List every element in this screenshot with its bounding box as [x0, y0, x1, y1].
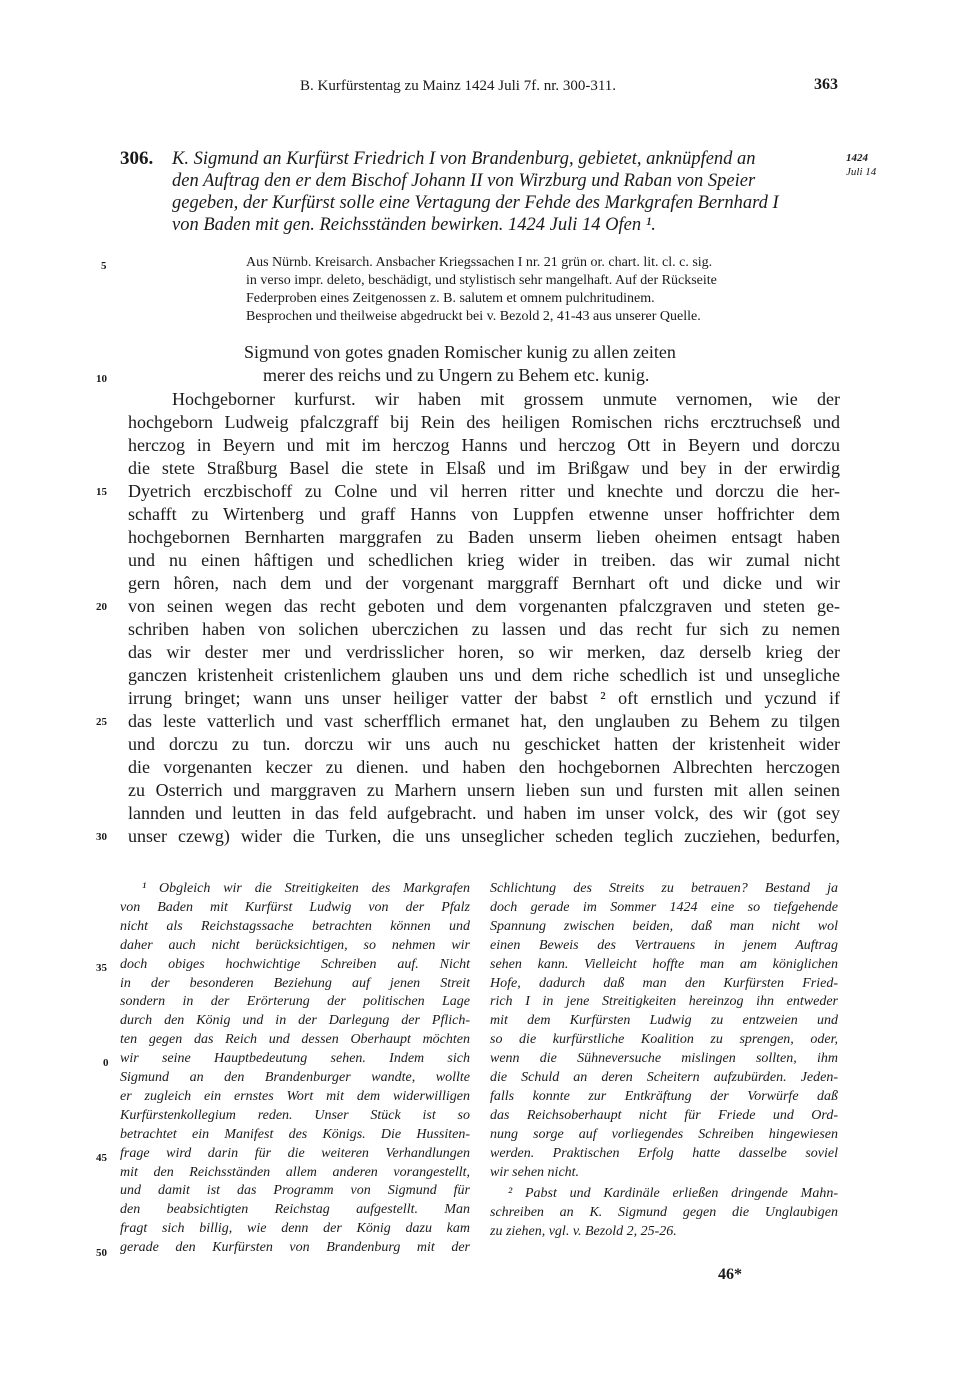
footnote-line: sondern in der Erörterung der politischen Lage [120, 994, 470, 1010]
footnote-line: nicht als Reichstagssache betrachten können und [120, 918, 470, 934]
footnote-line: schreiben an K. Sigmund gegen die Unglaubigen [490, 1205, 838, 1221]
footnote-line: ten gegen das Reich und dessen Oberhaupt möchten [120, 1032, 470, 1048]
footnote-line: frage wird darin für die weiteren Verhandlungen [120, 1145, 470, 1161]
line-number: 35 [96, 962, 107, 974]
source-line: Besprochen und theilweise abgedruckt bei v. Bezold 2, 41-43 aus unserer Quelle. [246, 309, 701, 324]
footnote-line: zu ziehen, vgl. v. Bezold 2, 25-26. [490, 1224, 677, 1240]
footnote-line: betrachtet ein Manifest des Königs. Die Hussiten- [120, 1126, 470, 1142]
line-number: 20 [96, 601, 107, 613]
body-line: hochgeborn Ludweig pfalczgraff bij Rein des heiligen Romischen richs ercztruchseß und [128, 412, 840, 432]
body-line: die vorgenanten keczer zu dienen. und haben den hochgebornen Albrechten herczogen [128, 757, 840, 777]
footnote-line: doch gerade im Sommer 1424 eine so tiefgehende [490, 899, 838, 915]
footnote-line: wir sehen nicht. [490, 1164, 580, 1180]
body-line: unser czewg) wider die Turken, die uns unseglicher scheden teglich zucziehen, bedurfen, [128, 826, 840, 846]
source-line: Federproben eines Zeitgenossen z. B. salutem et omnem pulchritudinem. [246, 291, 655, 306]
body-line: und nu einen hâftigen und schedlichen krieg wider in treiben. das wir zumal nicht [128, 550, 840, 570]
body-line: ganczen kristenheit cristenlichem glauben uns und dem riche schedlich ist und unsegliche [128, 665, 840, 685]
source-line: Aus Nürnb. Kreisarch. Ansbacher Kriegssachen I nr. 21 grün or. chart. lit. cl. c. sig. [246, 255, 713, 270]
running-title: B. Kurfürstentag zu Mainz 1424 Juli 7f. nr. 300-311. [300, 78, 617, 94]
footnote-line: von Baden mit Kurfürst Ludwig von der Pfalz [120, 899, 470, 915]
footnote-line: sehen kann. Vielleicht hoffte man am königlichen [490, 956, 838, 972]
footnote-line: Spannung zwischen beiden, daß man nicht wol [490, 918, 838, 934]
margin-year: 1424 [846, 152, 868, 164]
body-line: und dorczu zu tun. dorczu wir uns auch nu geschicket hatten der kristenheit wider [128, 734, 840, 754]
footnote-line: Hofe, dadurch daß man den Kurfürsten Fried- [490, 975, 838, 991]
body-line: Dyetrich erczbischoff zu Colne und vil herren ritter und knechte und dorczu die her- [128, 481, 840, 501]
footnote-line: fragt sich billig, wie denn der König dazu kam [120, 1221, 470, 1237]
footnote-line: so die kurfürstliche Koalition zu sprengen, oder, [490, 1032, 838, 1048]
line-number: 15 [96, 486, 107, 498]
footnote-line: einen Beweis des Vertrauens in jenem Auftrag [490, 937, 838, 953]
body-line: die stete Straßburg Basel die stete in Elsaß und im Brißgaw und bey in der erwirdig [128, 458, 840, 478]
line-number: 0 [103, 1057, 109, 1069]
footnote-line: das Reichsoberhaupt nicht für Friede und Ord- [490, 1107, 838, 1123]
footnote-line: gerade den Kurfürsten von Brandenburg mit der [120, 1240, 470, 1256]
footnote-line: daher auch nicht berücksichtigen, so nehmen wir [120, 937, 470, 953]
regest-line: von Baden mit gen. Reichsständen bewirken. 1424 Juli 14 Ofen ¹. [172, 215, 656, 235]
document-number: 306. [120, 148, 154, 169]
footnote-line: rich I in jene Streitigkeiten hereinzog ihn entweder [490, 994, 838, 1010]
body-line: gern hôren, nach dem und der vorgenant marggraff Bernhart oft und dicke und wir [128, 573, 840, 593]
source-line: in verso impr. deleto, beschädigt, und stylistisch sehr mangelhaft. Auf der Rückseite [246, 273, 717, 288]
regest-line: K. Sigmund an Kurfürst Friedrich I von Brandenburg, gebietet, anknüpfend an [172, 149, 756, 169]
footnote-line: durch den König und in der Darlegung der Pflich- [120, 1013, 470, 1029]
body-line: hochgebornen Bernharten marggrafen zu Baden unserm lieben oheimen entsagt haben [128, 527, 840, 547]
line-number: 10 [96, 373, 107, 385]
line-number: 25 [96, 716, 107, 728]
margin-date: Juli 14 [846, 166, 877, 178]
body-line: herczog in Beyern und mit im herczog Hanns und herczog Ott in Beyern und dorczu [128, 435, 840, 455]
regest-line: den Auftrag den er dem Bischof Johann II von Wirzburg und Raban von Speier [172, 171, 756, 191]
body-line: schriben haben von solichen uberczichen zu lassen und das recht fur sich zu nemen [128, 619, 840, 639]
footnote-line: wenn die Sühneversuche mislingen sollten, ihm [490, 1051, 838, 1067]
footnote-line: die Schuld an deren Scheitern aufzubürden. Jeden- [490, 1070, 838, 1085]
footnote-line: falls konnte zur Entkräftung der Vorwürfe daß [490, 1088, 838, 1104]
footnote-line: er zugleich ein ernstes Wort mit dem widerwilligen [120, 1088, 470, 1104]
footnote-line: Sigmund an den Brandenburger wandte, wollte [120, 1070, 470, 1085]
body-line: schafft zu Wirtenberg und graff Hanns von Luppfen etwenne unser hoffrichter dem [128, 504, 840, 524]
line-number: 50 [96, 1247, 107, 1259]
footnote-line: den beabsichtigten Reichstag aufgestellt. Man [120, 1202, 470, 1218]
footnote-line: Kurfürstenkollegium reden. Unser Stück ist so [120, 1107, 470, 1123]
footnote-line: ¹ Obgleich wir die Streitigkeiten des Markgrafen [142, 881, 470, 896]
footnote-line: nung sorge auf vorliegendes Schreiben hingewiesen [490, 1126, 838, 1142]
line-number: 30 [96, 831, 107, 843]
signature-mark: 46* [718, 1266, 742, 1283]
footnote-line: wir seine Hauptbedeutung sehen. Indem sich [120, 1051, 470, 1067]
body-line: Hochgeborner kurfurst. wir haben mit grossem unmute vernomen, wie der [172, 389, 840, 409]
body-line: von seinen wegen das recht geboten und dem vorgenanten pfalczgraven und steten ge- [128, 596, 840, 616]
line-number: 45 [96, 1152, 107, 1164]
body-line: das wir dester mer und verdrisslicher horen, so wir merken, daz derselb krieg der [128, 642, 840, 662]
footnote-line: Schlichtung des Streits zu betrauen? Bestand ja [490, 881, 838, 896]
body-line: das leste vatterlich und vast scherfflich ermanet hat, den unglauben zu Behem zu tilgen [128, 711, 840, 731]
footnote-line: mit dem Kurfürsten Ludwig zu entzweien und [490, 1013, 838, 1029]
body-line: lannden und leutten in das feld aufgebracht. und haben im unser volck, des wir (got sey [128, 803, 840, 823]
footnote-line: werden. Praktischen Erfolg hatte dasselbe soviel [490, 1145, 838, 1161]
footnote-line: doch obiges hochwichtige Schreiben auf. Nicht [120, 956, 470, 972]
salutation-line: Sigmund von gotes gnaden Romischer kunig zu allen zeiten [244, 342, 676, 362]
page-number: 363 [814, 76, 838, 93]
footnote-line: ² Pabst und Kardinäle erließen dringende Mahn- [508, 1186, 838, 1202]
salutation-line: merer des reichs und zu Ungern zu Behem etc. kunig. [263, 365, 650, 385]
footnote-line: mit den Reichsständen allem anderen vorangestellt, [120, 1164, 470, 1180]
regest-line: gegeben, der Kurfürst solle eine Vertagung der Fehde des Markgrafen Bernhard I [172, 193, 779, 213]
line-number: 5 [101, 260, 107, 272]
body-line: zu Osterrich und marggraven zu Marhern unsern lieben sun und fursten mit allen seinen [128, 780, 840, 800]
footnote-line: in der besonderen Beziehung auf jenen Streit [120, 975, 470, 991]
body-line: irrung bringet; wann uns unser heiliger vatter der babst ² oft ernstlich und yczund if [128, 688, 840, 708]
footnote-line: und damit ist das Programm von Sigmund für [120, 1183, 470, 1199]
